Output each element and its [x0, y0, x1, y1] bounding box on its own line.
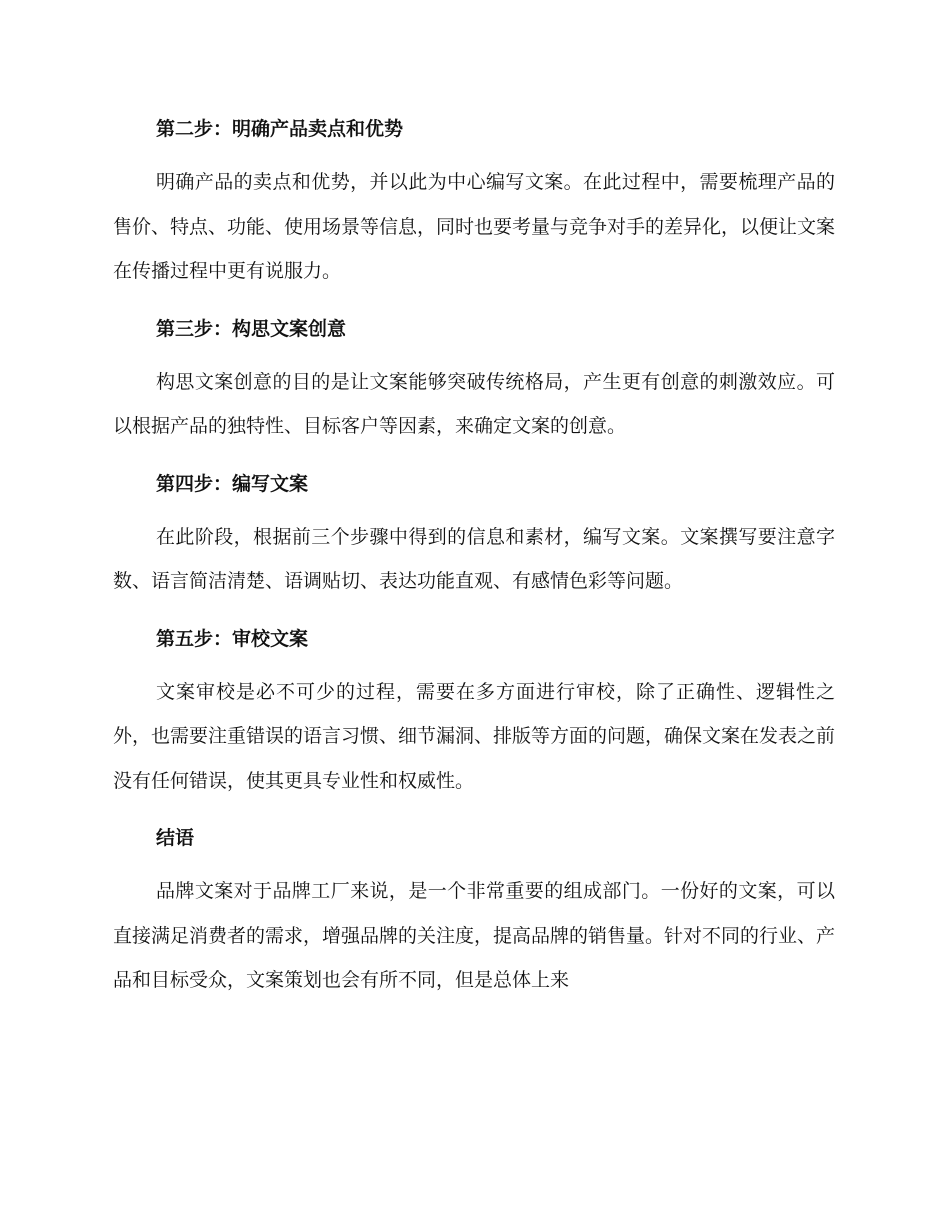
section-heading-step-4: 第四步：编写文案 — [156, 472, 309, 495]
section-heading-step-3: 第三步：构思文案创意 — [156, 317, 347, 340]
section-body-conclusion: 品牌文案对于品牌工厂来说，是一个非常重要的组成部门。一份好的文案，可以直接满足消费者的需求，增强品牌的关注度，提高品牌的销售量。针对不同的行业、产品和目标受众，文案策划也会有所不同，但是总体上来 — [113, 880, 836, 991]
section-body-step-3: 构思文案创意的目的是让文案能够突破传统格局，产生更有创意的刺激效应。可以根据产品的独特性、目标客户等因素，来确定文案的创意。 — [113, 370, 835, 437]
section-body-step-2: 明确产品的卖点和优势，并以此为中心编写文案。在此过程中，需要梳理产品的售价、特点、功能、使用场景等信息，同时也要考量与竞争对手的差异化，以便让文案在传播过程中更有说服力。 — [113, 171, 836, 282]
section-heading-step-2: 第二步：明确产品卖点和优势 — [156, 118, 404, 140]
section-body-step-4: 在此阶段，根据前三个步骤中得到的信息和素材，编写文案。文案撰写要注意字数、语言简洁清楚、语调贴切、表达功能直观、有感情色彩等问题。 — [113, 525, 835, 592]
section-heading-conclusion: 结语 — [156, 827, 195, 849]
section-body-step-5: 文案审校是必不可少的过程，需要在多方面进行审校，除了正确性、逻辑性之外，也需要注重错误的语言习惯、细节漏洞、排版等方面的问题，确保文案在发表之前没有任何错误，使其更具专业性和权威性。 — [113, 680, 836, 792]
section-heading-step-5: 第五步：审校文案 — [156, 627, 309, 650]
document-content — [113, 108, 835, 1003]
